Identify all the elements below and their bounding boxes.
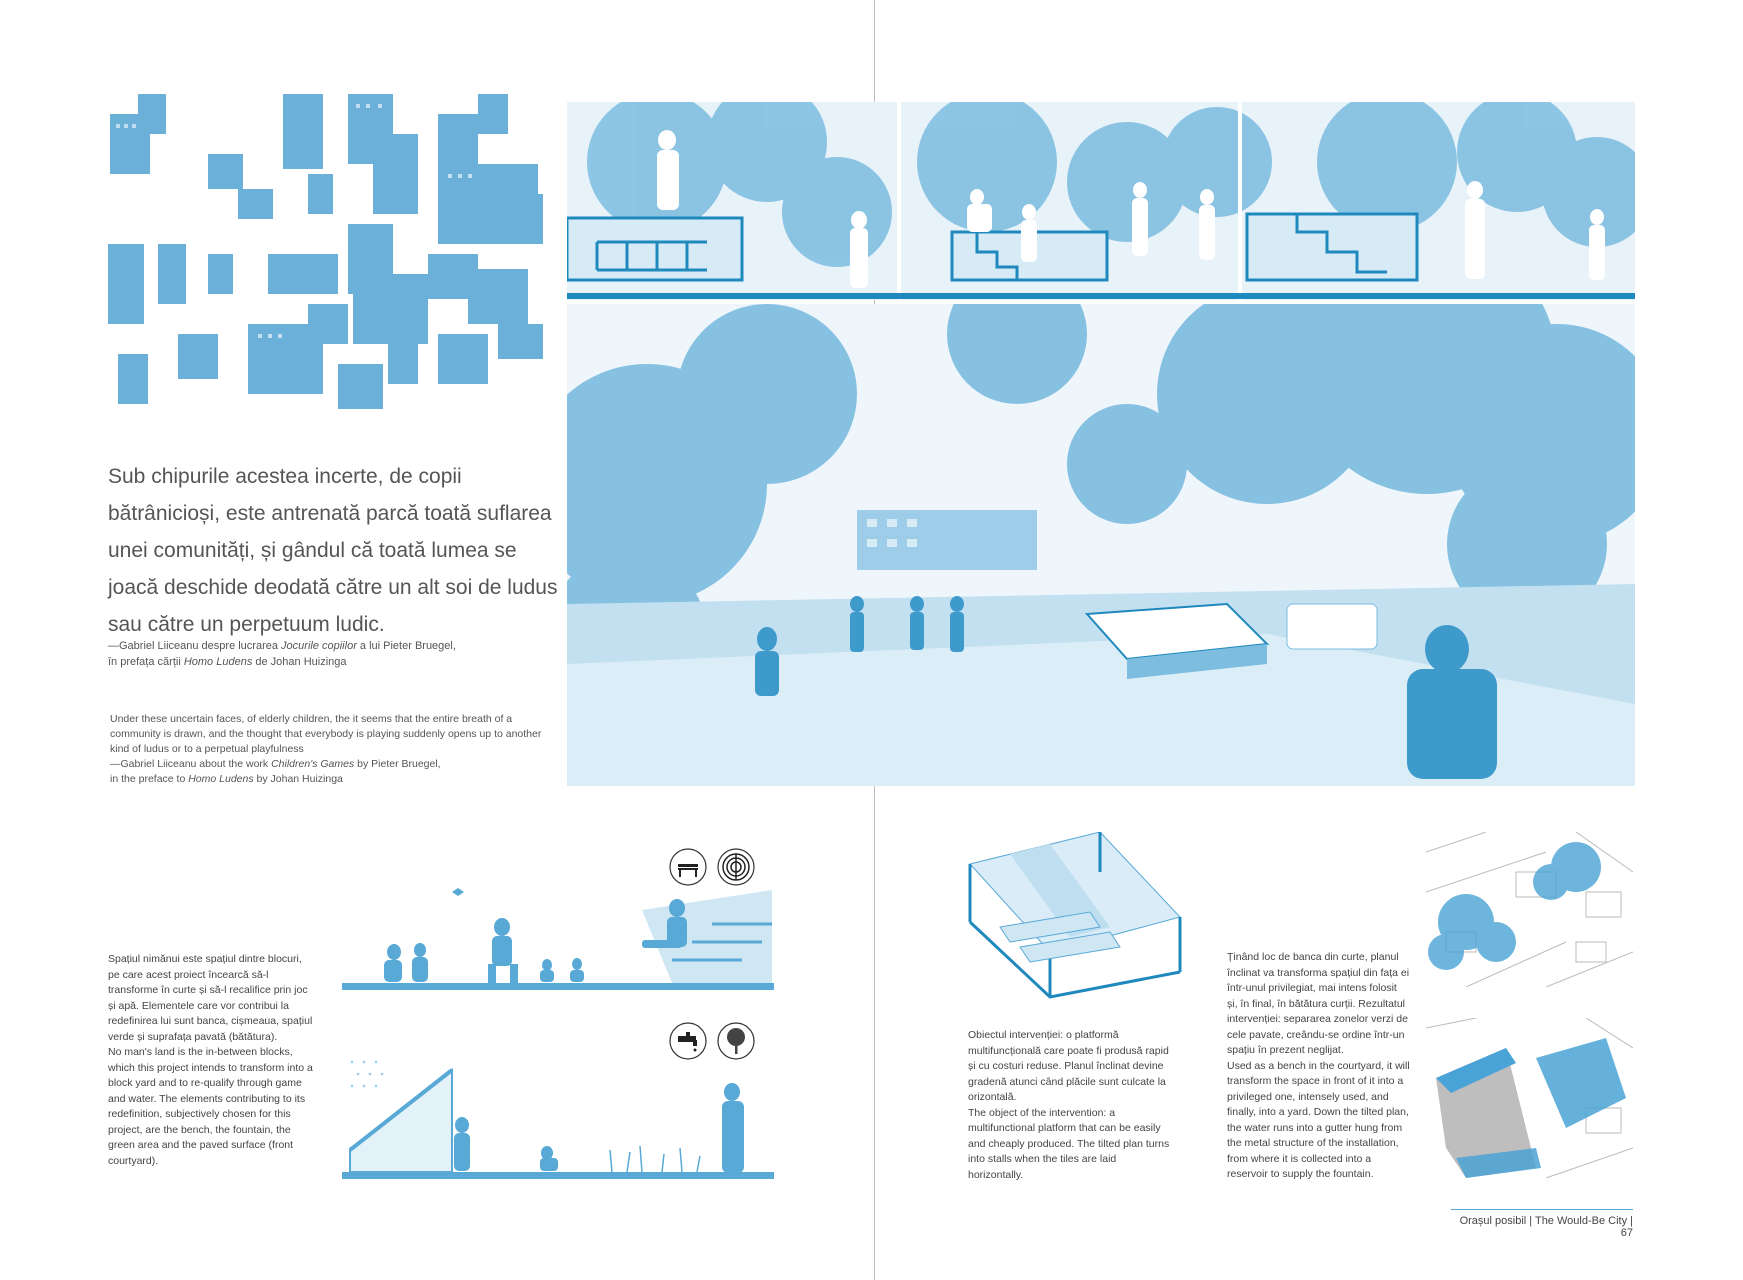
top-photo-strip	[567, 102, 1635, 300]
right-description	[1227, 950, 1410, 1183]
quote-attribution-ro: —Gabriel Liiceanu despre lucrarea Jocurile copiilor a lui Pieter Bruegel, în prefața cărții Homo Ludens de Johan Huizinga	[108, 640, 456, 668]
middle-description-en: The object of the intervention: a multifunctional platform that can be easily and cheaply produced. The tilted plan turns into stalls when the tiles are laid horizontally.	[968, 1106, 1170, 1181]
middle-description	[968, 1028, 1173, 1183]
isometric-blocks-illustration	[108, 94, 546, 419]
courtyard-photo	[567, 304, 1635, 786]
site-plan-before	[1426, 832, 1633, 987]
right-description-ro: Ținând loc de banca din curte, planul înclinat va transforma spațiul din fața ei într-unul privilegiat, mai intens folosit și, în final, în bătătura curții. Rezultatul intervenției: separarea zonelor verzi de cele pavate, creându-se ordine într-un spațiu în prezent neglijat.	[1227, 951, 1410, 1056]
fountain-scene-diagram	[342, 1050, 774, 1180]
middle-description-ro: Obiectul intervenției: o platformă multifuncțională care poate fi produsă rapid și cu costuri reduse. Planul înclinat devine gradenă atunci când plăcile sunt culcate la orizontală.	[968, 1029, 1169, 1103]
footer-rule	[1451, 1209, 1633, 1210]
left-description-en: No man's land is the in-between blocks, which this project intends to transform into a block yard and to re-qualify through game and water. The elements contributing to its redefinition, subjectively chosen for this project, are the bench, the fountain, the green area and the paved surface (front courtyard).	[108, 1046, 313, 1167]
site-plan-after	[1426, 1018, 1633, 1178]
right-description-en: Used as a bench in the courtyard, it will transform the space in front of it into a privileged one, intensely used, and finally, into a yard. Down the tilted plan, the water runs into a gutter hung from the metal structure of the installation, from where it is collected into a reservoir to supply the fountain.	[1227, 1059, 1410, 1180]
bench-scene-diagram	[342, 880, 774, 992]
quote-en: Under these uncertain faces, of elderly children, the it seems that the entire breath of a community is drawn, and the thought that everybody is playing suddenly opens up to another kind of ludus or to a perpetual playfulness —Gabriel Liiceanu about the work Children's Games by Pieter Bruegel, in the preface to Homo Ludens by Johan Huizinga	[110, 713, 542, 785]
main-quote-ro: Sub chipurile acestea incerte, de copii bătrânicioși, este antrenată parcă toată suflarea unei comunități, și gândul că toată lumea se joacă deschide deodată către un alt soi de ludus sau către un perpetuum ludic.	[108, 465, 558, 636]
strip-divider-bar	[567, 293, 1635, 299]
left-description	[108, 952, 313, 1169]
running-footer: Orașul posibil | The Would-Be City | 67	[1459, 1215, 1633, 1239]
left-description-ro: Spațiul nimănui este spațiul dintre blocuri, pe care acest proiect încearcă să-l transforme în curte și să-l recalifice prin joc și apă. Elementele care vor contribui la redefinirea lui sunt banca, cișmeaua, spațiul verde și suprafața pavată (bătătura).	[108, 953, 313, 1043]
platform-axonometric	[960, 832, 1190, 1002]
